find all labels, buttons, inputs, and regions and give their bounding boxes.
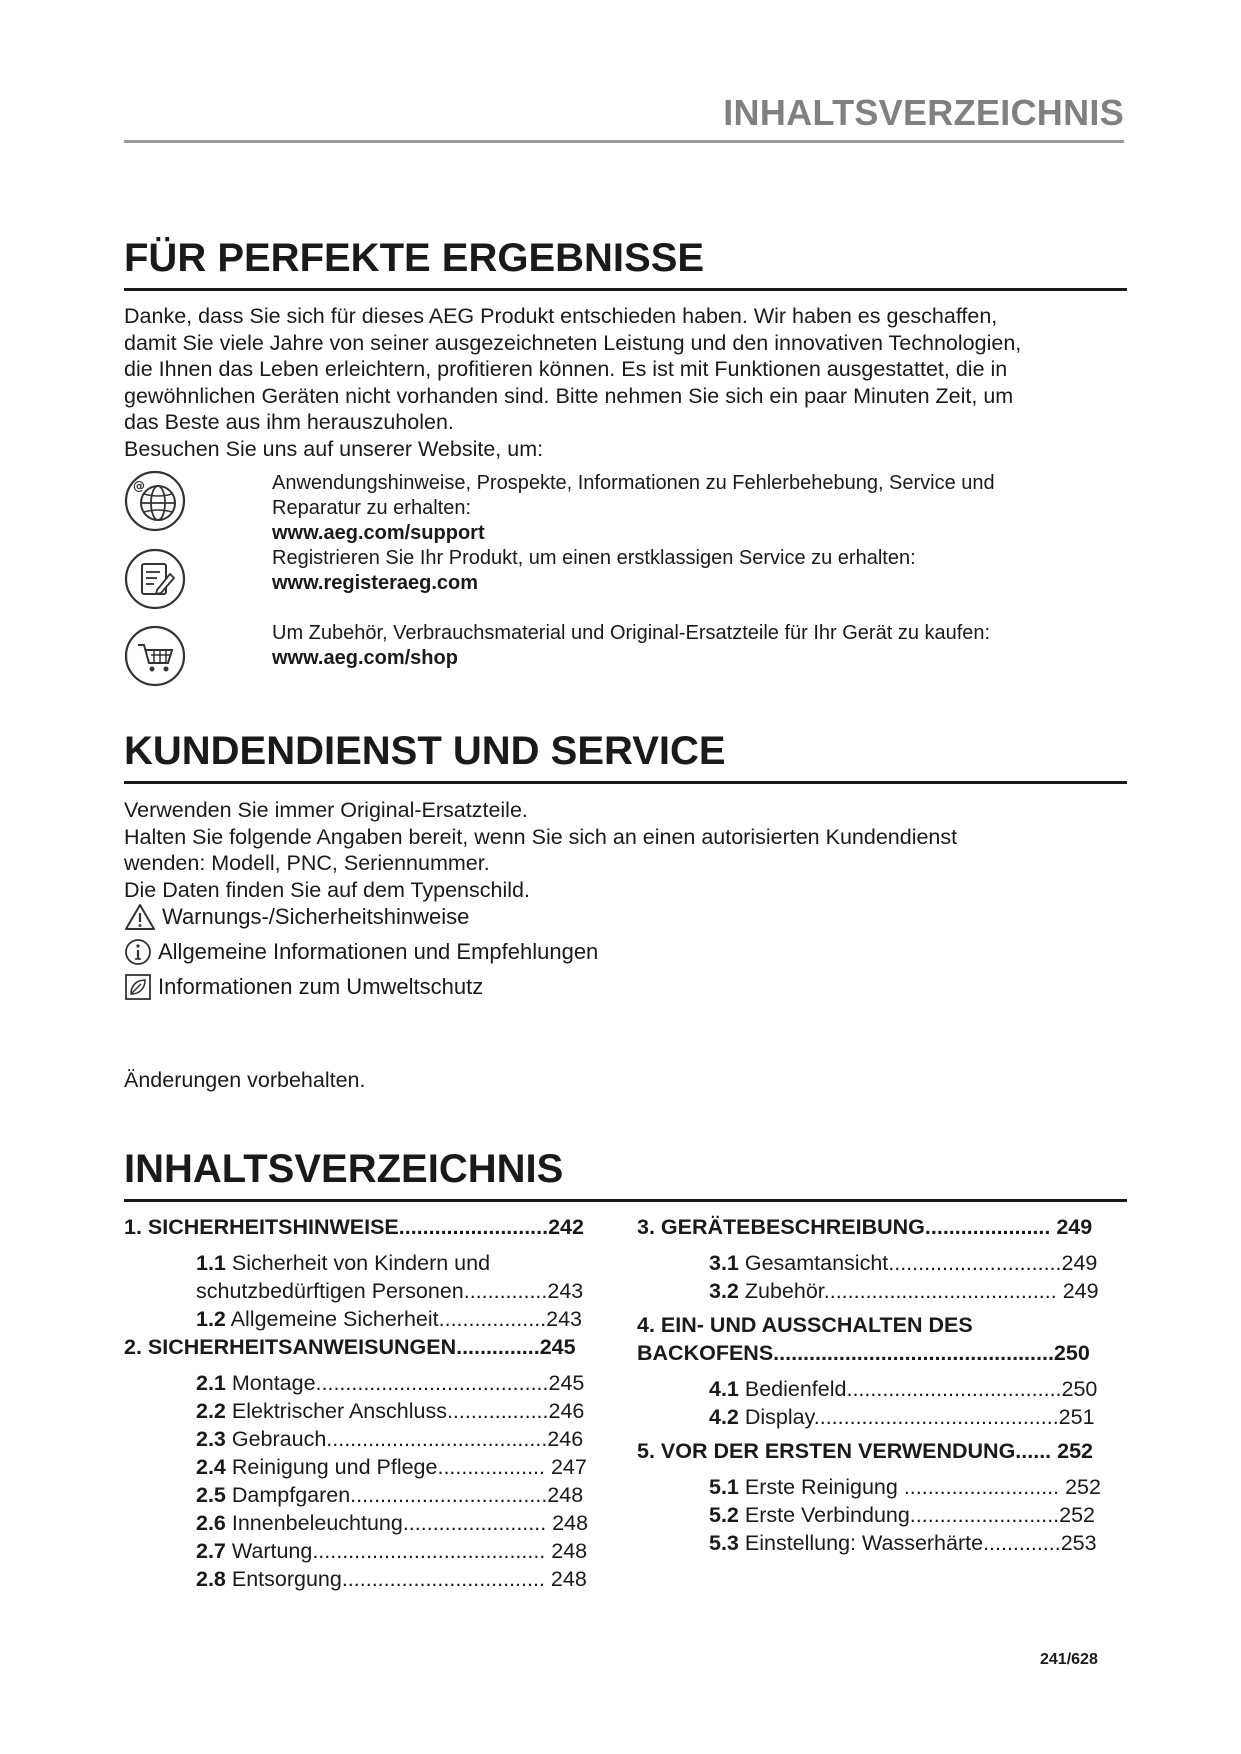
- toc-text: Einstellung: Wasserhärte.............253: [738, 1531, 1097, 1555]
- toc-num: 5.2: [709, 1503, 739, 1527]
- intro-line: damit Sie viele Jahre von seiner ausgezeichneten Leistung und den innovativen Technologien,: [124, 330, 1022, 355]
- toc-entry-2-6[interactable]: [124, 1509, 624, 1537]
- toc-entry-3[interactable]: 3. GERÄTEBESCHREIBUNG..................... 249: [637, 1215, 1093, 1239]
- toc-entry-3-1[interactable]: [637, 1249, 1137, 1277]
- toc-entry-1[interactable]: 1. SICHERHEITSHINWEISE.........................242: [124, 1215, 584, 1239]
- toc-text: Erste Reinigung .......................... 252: [738, 1475, 1101, 1499]
- toc-text: Entsorgung.................................. 248: [225, 1567, 587, 1591]
- toc-text: Bedienfeld....................................250: [738, 1377, 1098, 1401]
- symbol-label: Warnungs-/Sicherheitshinweise: [162, 904, 470, 929]
- toc-entry-5-2[interactable]: [637, 1501, 1137, 1529]
- toc-num: 2.3: [196, 1427, 226, 1451]
- toc-text: Reinigung und Pflege.................. 247: [225, 1455, 587, 1479]
- service-line: Halten Sie folgende Angaben bereit, wenn Sie sich an einen autorisierten Kundendienst: [124, 824, 958, 849]
- toc-num: 5.1: [709, 1475, 739, 1499]
- service-paragraph: [124, 797, 1134, 903]
- toc-text: Sicherheit von Kindern und: [225, 1251, 491, 1275]
- toc-entry-1-1[interactable]: [124, 1249, 624, 1277]
- service-line: Die Daten finden Sie auf dem Typenschild.: [124, 877, 530, 902]
- section-title-perfect-results: FÜR PERFEKTE ERGEBNISSE: [124, 236, 1127, 291]
- toc-text: Display.........................................251: [738, 1405, 1095, 1429]
- toc-entry-2-4[interactable]: [124, 1453, 624, 1481]
- toc-entry-2-8[interactable]: [124, 1565, 624, 1593]
- info-icon: [124, 938, 152, 966]
- link-description: Registrieren Sie Ihr Produkt, um einen erstklassigen Service zu erhalten:: [272, 547, 916, 569]
- intro-line: die Ihnen das Leben erleichtern, profitieren können. Es ist mit Funktionen ausgestattet, die in: [124, 357, 1008, 381]
- service-line: wenden: Modell, PNC, Seriennummer.: [124, 851, 490, 875]
- shop-url-link[interactable]: www.aeg.com/shop: [272, 647, 458, 669]
- toc-text: Zubehör....................................... 249: [738, 1279, 1099, 1303]
- environment-leaf-icon: [124, 973, 152, 1001]
- toc-entry-2-5[interactable]: [124, 1481, 624, 1509]
- toc-text: Elektrischer Anschluss.................246: [225, 1399, 585, 1423]
- toc-entry-4-cont[interactable]: BACKOFENS...............................................250: [637, 1341, 1090, 1365]
- toc-entry-2-1[interactable]: [124, 1369, 624, 1397]
- toc-text: Erste Verbindung.........................252: [738, 1503, 1096, 1527]
- intro-line: Besuchen Sie uns auf unserer Website, um:: [124, 436, 544, 461]
- warning-icon: [124, 903, 156, 931]
- register-url-link[interactable]: www.registeraeg.com: [272, 572, 478, 594]
- intro-paragraph: [124, 303, 1134, 462]
- toc-entry-4-2[interactable]: [637, 1403, 1137, 1431]
- toc-text: Gesamtansicht.............................249: [738, 1251, 1098, 1275]
- toc-entry-2-2[interactable]: [124, 1397, 624, 1425]
- section-title-customer-service: KUNDENDIENST UND SERVICE: [124, 729, 1127, 784]
- intro-line: gewöhnlichen Geräten nicht vorhanden sind. Bitte nehmen Sie sich ein paar Minuten Zeit, um: [124, 383, 1014, 408]
- toc-entry-1-2[interactable]: [124, 1305, 624, 1333]
- section-title-toc: INHALTSVERZEICHNIS: [124, 1147, 1127, 1202]
- register-link-block: [272, 546, 1132, 596]
- globe-icon: [124, 470, 186, 532]
- toc-num: 5.3: [709, 1531, 739, 1555]
- toc-num: 2.8: [196, 1567, 226, 1591]
- register-document-icon: [124, 548, 186, 610]
- svg-text:@: @: [133, 479, 145, 493]
- header-divider: [124, 140, 1124, 143]
- toc-entry-2-3[interactable]: [124, 1425, 624, 1453]
- symbol-row-info: [124, 938, 598, 966]
- changes-reserved-note: Änderungen vorbehalten.: [124, 1068, 366, 1092]
- toc-right-column: [637, 1213, 1137, 1557]
- toc-num: 2.7: [196, 1539, 226, 1563]
- intro-line: das Beste aus ihm herauszuholen.: [124, 410, 454, 434]
- toc-text: Dampfgaren.................................248: [225, 1483, 584, 1507]
- shop-link-block: [272, 621, 1132, 671]
- toc-num: 3.1: [709, 1251, 739, 1275]
- page-number: 241/628: [1040, 1651, 1098, 1668]
- service-line: Verwenden Sie immer Original-Ersatzteile.: [124, 798, 528, 822]
- toc-entry-5[interactable]: 5. VOR DER ERSTEN VERWENDUNG...... 252: [637, 1439, 1093, 1463]
- toc-entry-5-1[interactable]: [637, 1473, 1137, 1501]
- toc-entry-5-3[interactable]: [637, 1529, 1137, 1557]
- toc-text: Montage.......................................245: [225, 1371, 585, 1395]
- symbol-row-warning: [124, 903, 469, 931]
- toc-text: Allgemeine Sicherheit..................243: [225, 1307, 583, 1331]
- symbol-label: Informationen zum Umweltschutz: [158, 974, 484, 999]
- toc-entry-1-1-cont[interactable]: schutzbedürftigen Personen..............243: [196, 1279, 584, 1303]
- toc-num: 2.1: [196, 1371, 226, 1395]
- toc-left-column: [124, 1213, 624, 1593]
- link-description: Um Zubehör, Verbrauchsmaterial und Original-Ersatzteile für Ihr Gerät zu kaufen:: [272, 622, 991, 644]
- toc-num: 2.2: [196, 1399, 226, 1423]
- toc-text: Innenbeleuchtung........................ 248: [225, 1511, 589, 1535]
- symbol-label: Allgemeine Informationen und Empfehlungen: [158, 939, 599, 964]
- link-description: Reparatur zu erhalten:: [272, 497, 472, 519]
- toc-num: 1.1: [196, 1251, 226, 1275]
- shopping-cart-icon: [124, 625, 186, 687]
- link-description: Anwendungshinweise, Prospekte, Informationen zu Fehlerbehebung, Service und: [272, 472, 995, 494]
- toc-num: 2.5: [196, 1483, 226, 1507]
- toc-num: 4.1: [709, 1377, 739, 1401]
- toc-num: 2.4: [196, 1455, 226, 1479]
- toc-entry-4[interactable]: 4. EIN- UND AUSSCHALTEN DES: [637, 1313, 973, 1337]
- toc-entry-2[interactable]: 2. SICHERHEITSANWEISUNGEN..............245: [124, 1335, 576, 1359]
- toc-num: 3.2: [709, 1279, 739, 1303]
- toc-num: 2.6: [196, 1511, 226, 1535]
- running-header-title: INHALTSVERZEICHNIS: [723, 92, 1124, 133]
- toc-num: 4.2: [709, 1405, 739, 1429]
- support-url-link[interactable]: www.aeg.com/support: [272, 522, 485, 544]
- toc-entry-4-1[interactable]: [637, 1375, 1137, 1403]
- symbol-row-environment: [124, 973, 483, 1001]
- toc-entry-2-7[interactable]: [124, 1537, 624, 1565]
- toc-num: 1.2: [196, 1307, 226, 1331]
- toc-text: Wartung....................................... 248: [225, 1539, 588, 1563]
- toc-text: Gebrauch.....................................246: [225, 1427, 584, 1451]
- support-link-block: [272, 471, 1132, 546]
- intro-line: Danke, dass Sie sich für dieses AEG Produkt entschieden haben. Wir haben es geschaffen,: [124, 304, 998, 328]
- toc-entry-3-2[interactable]: [637, 1277, 1137, 1305]
